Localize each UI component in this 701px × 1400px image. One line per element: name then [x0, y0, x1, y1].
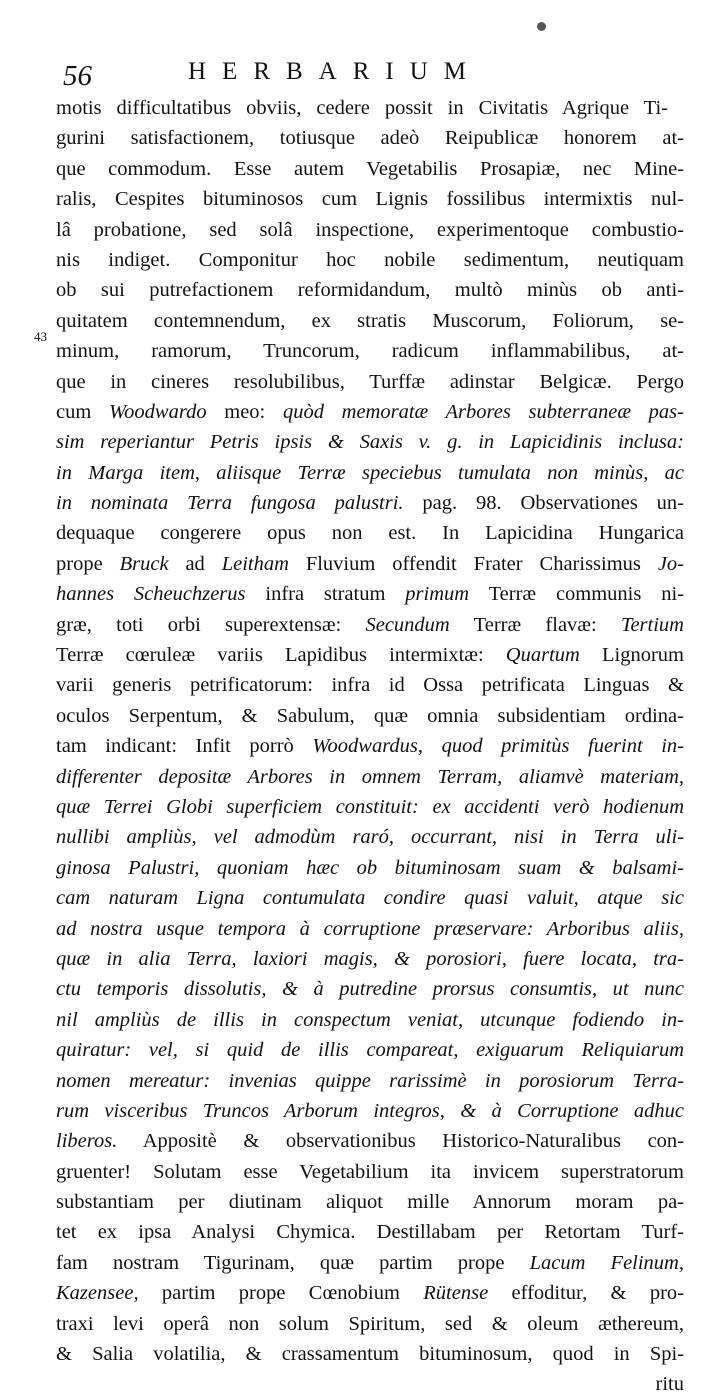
text-line	[56, 853, 684, 883]
page-header	[63, 58, 663, 98]
text-run: Woodwardus	[312, 735, 418, 758]
text-run: quod primitùs fuerint in-	[441, 735, 684, 758]
text-run: traxi levi operâ non solum Spiritum, sed & oleum æthereum,	[56, 1312, 684, 1335]
text-line	[56, 397, 684, 427]
text-line	[56, 1066, 684, 1096]
text-line	[56, 1187, 684, 1217]
text-line	[56, 549, 684, 579]
text-run: gruenter! Solutam esse Vegetabilium ita invicem superstratorum	[56, 1160, 684, 1183]
text-run: prope	[56, 552, 120, 575]
text-run: cum	[56, 400, 109, 423]
text-run: quæ Terrei Globi superficiem constituit: ex accidenti verò hodienum	[56, 795, 684, 818]
text-run: oculos Serpentum, & Sabulum, quæ omnia subsidentiam ordina-	[56, 704, 684, 727]
text-line	[56, 367, 684, 397]
ink-spot	[537, 22, 546, 31]
text-run: minum, ramorum, Truncorum, radicum inflammabilibus, at-	[56, 340, 684, 363]
text-line	[56, 792, 684, 822]
text-run: effoditur, & pro-	[488, 1282, 684, 1305]
text-line	[56, 154, 684, 184]
text-line	[56, 1096, 684, 1126]
text-line	[56, 275, 684, 305]
text-run: infra stratum	[245, 583, 406, 606]
text-line	[56, 306, 684, 336]
text-line	[56, 1217, 684, 1247]
text-line	[56, 670, 684, 700]
running-head: HERBARIUM	[188, 58, 483, 85]
text-run: & Salia volatilia, & crassamentum bituminosum, quod in Spi-	[56, 1343, 684, 1366]
text-run: gurini satisfactionem, totiusque adeò Reipublicæ honorem at-	[56, 127, 684, 150]
text-run: quitatem contemnendum, ex stratis Muscorum, Foliorum, se-	[56, 309, 684, 332]
text-run: liberos.	[56, 1130, 118, 1153]
text-run: primum	[405, 583, 470, 606]
text-line	[56, 1309, 684, 1339]
text-line	[56, 944, 684, 974]
text-run: Lignorum	[579, 644, 684, 667]
text-run: Appositè & observationibus Historico-Naturalibus con-	[117, 1130, 684, 1153]
text-line	[56, 1339, 684, 1369]
text-run: in Marga item, aliisque Terræ speciebus tumulata non minùs, ac	[56, 461, 684, 484]
text-run: Bruck	[119, 552, 169, 575]
text-run: ralis, Cespites bituminosos cum Lignis fossilibus intermixtis nul-	[56, 188, 684, 211]
text-line	[56, 1035, 684, 1065]
text-line	[56, 458, 684, 488]
text-line	[56, 518, 684, 548]
text-run: , partim prope Cœnobium	[133, 1282, 424, 1305]
text-run: Jo-	[657, 552, 684, 575]
text-run: ad	[168, 552, 222, 575]
text-line	[56, 1126, 684, 1156]
text-run: Kazensee	[56, 1282, 134, 1305]
text-run: differenter depositæ Arbores in omnem Terram, aliamvè materiam,	[56, 765, 684, 788]
text-line	[56, 123, 684, 153]
text-run: dequaque congerere opus non est. In Lapicidina Hungarica	[56, 522, 684, 545]
text-run: Lacum Felinum,	[529, 1251, 684, 1274]
text-run: nis indiget. Componitur hoc nobile sedimentum, neutiquam	[56, 248, 684, 271]
text-line	[56, 579, 684, 609]
text-run: græ, toti orbi superextensæ:	[56, 613, 366, 636]
text-run: tet ex ipsa Analysi Chymica. Destillabam per Retortam Turf-	[56, 1221, 684, 1244]
text-run: ob sui putrefactionem reformidandum, multò minùs ob anti-	[56, 279, 684, 302]
text-run: Rütense	[423, 1282, 489, 1305]
text-run: Quartum	[505, 644, 580, 667]
text-run: fam nostram Tigurinam, quæ partim prope	[56, 1251, 530, 1274]
text-line	[56, 914, 684, 944]
body-text	[56, 93, 684, 1400]
text-run: in nominata Terra fungosa palustri.	[56, 492, 404, 515]
text-run: cam naturam Ligna contumulata condire quasi valuit, atque sic	[56, 887, 684, 910]
text-line	[56, 1248, 684, 1278]
text-run: hannes Scheuchzerus	[56, 583, 246, 606]
text-run: tam indicant: Infit porrò	[56, 735, 313, 758]
text-line	[56, 184, 684, 214]
catchword: ritu	[655, 1373, 684, 1396]
text-run: sim reperiantur Petris ipsis & Saxis v. g. in Lapicidinis inclusa:	[56, 431, 684, 454]
text-line	[56, 701, 684, 731]
text-run: Terræ communis ni-	[469, 583, 684, 606]
text-line	[56, 245, 684, 275]
text-run: Secundum	[365, 613, 450, 636]
text-run: ad nostra usque tempora à corruptione præservare: Arboribus aliis,	[56, 917, 684, 940]
text-run: pag. 98. Observationes un-	[403, 492, 685, 515]
text-line	[56, 731, 684, 761]
text-line	[56, 822, 684, 852]
text-run: nomen mereatur: invenias quippe rarissimè in porosiorum Terra-	[56, 1069, 684, 1092]
text-run: Terræ flavæ:	[449, 613, 621, 636]
text-run: varii generis petrificatorum: infra id Ossa petrificata Linguas &	[56, 674, 684, 697]
text-run: Woodwardo	[108, 400, 207, 423]
text-line	[56, 93, 668, 123]
text-line	[56, 640, 684, 670]
text-line	[56, 427, 684, 457]
text-run: motis difficultatibus obviis, cedere possit in Civitatis Agrique Ti-	[56, 97, 668, 119]
text-run: nil ampliùs de illis in conspectum veniat, utcunque fodiendo in-	[56, 1008, 684, 1031]
text-run: ctu temporis dissolutis, & à putredine prorsus consumtis, ut nunc	[56, 978, 684, 1001]
text-line	[56, 974, 684, 1004]
text-run: que commodum. Esse autem Vegetabilis Prosapiæ, nec Mine-	[56, 157, 684, 180]
text-line	[56, 1005, 684, 1035]
text-run: Tertium	[620, 613, 684, 636]
text-run: rum visceribus Truncos Arborum integros, & à Corruptione adhuc	[56, 1099, 684, 1122]
margin-number: 43	[34, 329, 47, 344]
text-line	[56, 215, 684, 245]
text-run: meo:	[206, 400, 283, 423]
text-run: quæ in alia Terra, laxiori magis, & porosiori, fuere locata, tra-	[56, 947, 684, 970]
text-run: que in cineres resolubilibus, Turffæ adinstar Belgicæ. Pergo	[56, 370, 684, 393]
text-run: Leitham	[221, 552, 289, 575]
text-line	[56, 488, 684, 518]
text-line	[56, 883, 684, 913]
text-run: substantiam per diutinam aliquot mille Annorum moram pa-	[56, 1191, 684, 1214]
text-line	[56, 610, 684, 640]
text-run: ,	[417, 735, 442, 758]
text-run: Fluvium offendit Frater Charissimus	[288, 552, 658, 575]
text-run: ginosa Palustri, quoniam hæc ob bituminosam suam & balsami-	[56, 856, 684, 879]
text-line	[56, 1278, 684, 1308]
text-run: lâ probatione, sed solâ inspectione, experimentoque combustio-	[56, 218, 684, 241]
text-run: quòd memoratæ Arbores subterraneæ pas-	[282, 400, 684, 423]
text-line	[56, 336, 684, 366]
text-run: Terræ cœruleæ variis Lapidibus intermixtæ:	[56, 644, 506, 667]
text-run: nullibi ampliùs, vel admodùm raró, occurrant, nisi in Terra uli-	[56, 826, 684, 849]
page-number: 56	[63, 60, 92, 92]
text-line	[56, 762, 684, 792]
text-line	[56, 1157, 684, 1187]
text-run: quiratur: vel, si quid de illis compareat, exiguarum Reliquiarum	[56, 1039, 684, 1062]
